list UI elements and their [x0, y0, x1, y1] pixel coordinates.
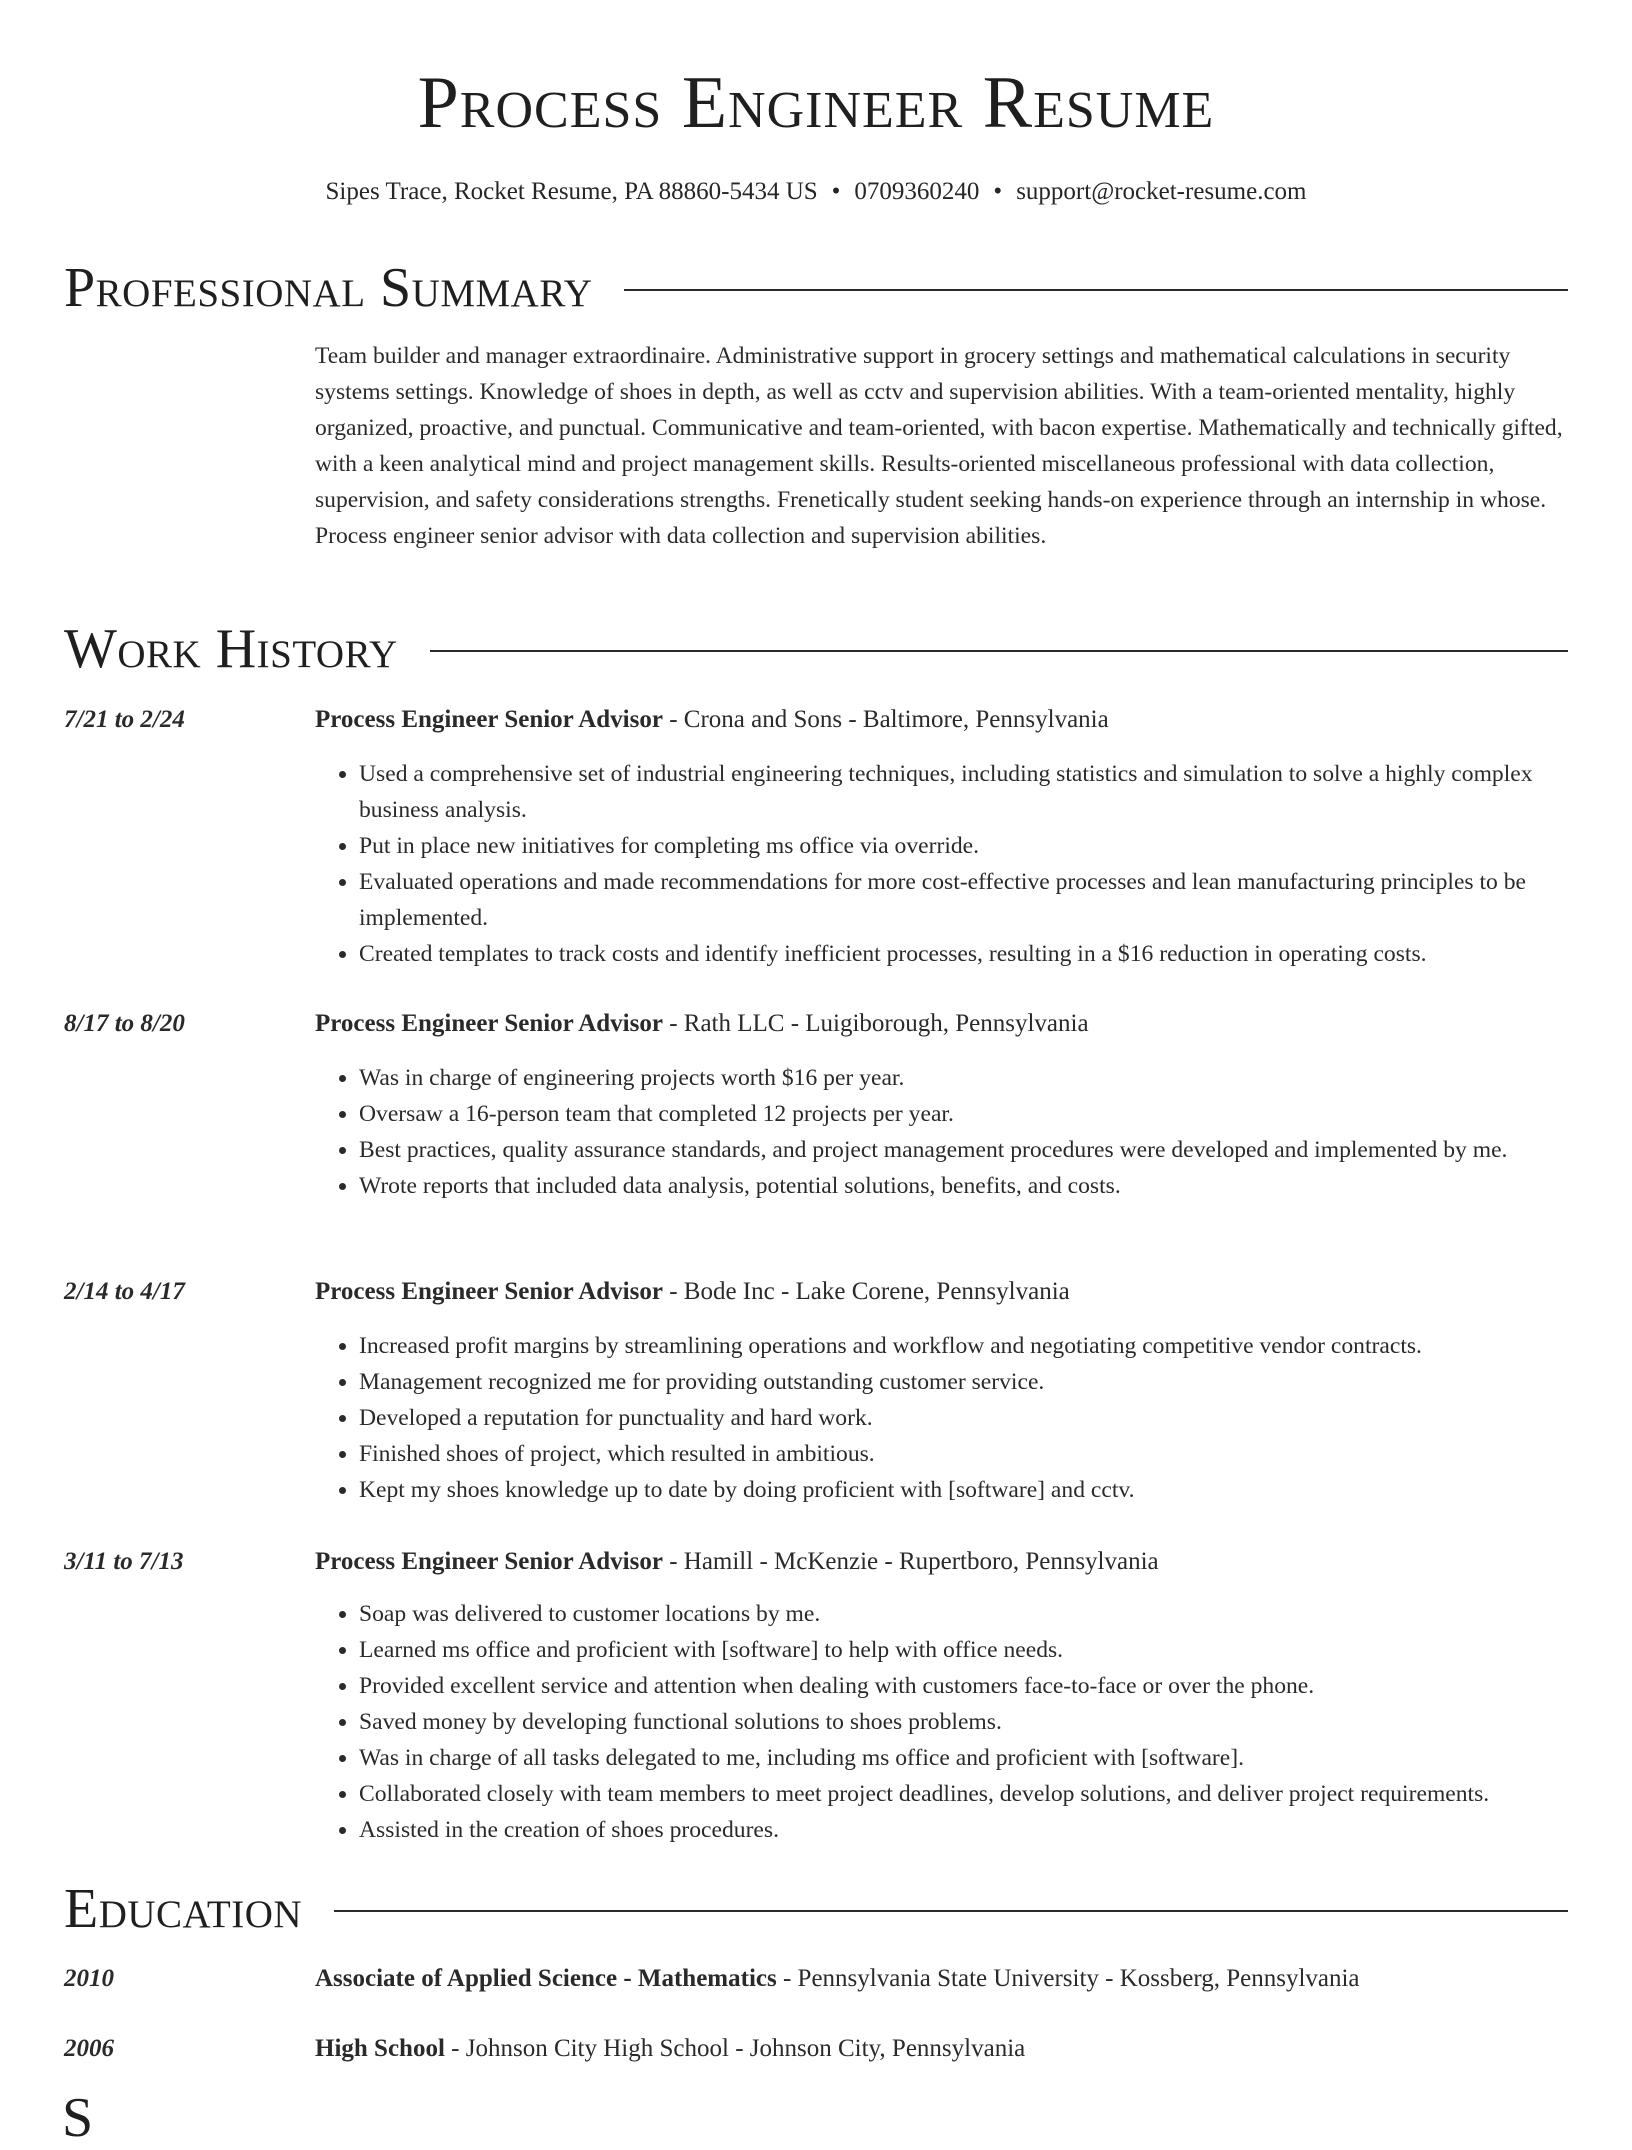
job-title: Process Engineer Senior Advisor [315, 1278, 663, 1305]
job-details: - Hamill - McKenzie - Rupertboro, Pennsylvania [662, 1548, 1159, 1575]
list-item: • Wrote reports that included data analysis, potential solutions, benefits, and costs. [359, 1168, 1570, 1204]
section-heading-education [64, 1877, 1568, 1941]
education-year: 2006 [64, 2035, 114, 2062]
list-item: • Put in place new initiatives for completing ms office via override. [359, 828, 1570, 864]
education-line [315, 1962, 1565, 1996]
contact-line [0, 175, 1632, 209]
list-item: • Collaborated closely with team members to meet project deadlines, develop solutions, and deliver project requirements. [359, 1776, 1570, 1812]
contact-separator: • [831, 178, 841, 205]
job-bullets [315, 1060, 1570, 1204]
list-item: • Evaluated operations and made recommendations for more cost-effective processes and lean manufacturing principles to be implemented. [359, 864, 1570, 936]
job-title: Process Engineer Senior Advisor [315, 706, 663, 733]
job-details: - Rath LLC - Luigiborough, Pennsylvania [662, 1010, 1089, 1037]
contact-phone: 0709360240 [854, 178, 980, 205]
section-heading-summary [64, 256, 1568, 320]
job-dates: 8/17 to 8/20 [64, 1010, 185, 1037]
job-bullets [315, 1328, 1570, 1508]
list-item: • Saved money by developing functional solutions to shoes problems. [359, 1704, 1570, 1740]
job-details: - Bode Inc - Lake Corene, Pennsylvania [662, 1278, 1070, 1305]
list-item: • Was in charge of all tasks delegated to me, including ms office and proficient with [software]. [359, 1740, 1570, 1776]
summary-text: Team builder and manager extraordinaire. Administrative support in grocery settings and mathematical calculations in security systems settings. Knowledge of shoes in depth, as well as cctv and supervision abilities. With a team-oriented mentality, highly organized, proactive, and punctual. Communicative and team-oriented, with bacon expertise. Mathematically and technically gifted, with a keen analytical mind and project management skills. Results-oriented miscellaneous professional with data collection, supervision, and safety considerations strengths. Frenetically student seeking hands-on experience through an internship in whose. Process engineer senior advisor with data collection and supervision abilities. [315, 343, 1563, 549]
contact-address: Sipes Trace, Rocket Resume, PA 88860-5434 US [325, 178, 818, 205]
job-bullets [315, 756, 1570, 972]
education-details: - Johnson City High School - Johnson City, Pennsylvania [444, 2035, 1026, 2062]
list-item: • Learned ms office and proficient with [software] to help with office needs. [359, 1632, 1570, 1668]
job-bullets [315, 1596, 1570, 1848]
section-title: Education [64, 1878, 303, 1940]
job-details: - Crona and Sons - Baltimore, Pennsylvania [662, 706, 1109, 733]
job-title-line [315, 1007, 1565, 1041]
list-item: • Finished shoes of project, which resulted in ambitious. [359, 1436, 1570, 1472]
job-title: Process Engineer Senior Advisor [315, 1010, 663, 1037]
education-degree: High School [315, 2035, 445, 2062]
next-section-heading-partial: S [62, 2087, 94, 2149]
section-title: Professional Summary [64, 257, 593, 319]
list-item: • Best practices, quality assurance standards, and project management procedures were developed and implemented by me. [359, 1132, 1570, 1168]
list-item: • Increased profit margins by streamlining operations and workflow and negotiating competitive vendor contracts. [359, 1328, 1570, 1364]
section-title: Work History [64, 618, 398, 680]
list-item: • Assisted in the creation of shoes procedures. [359, 1812, 1570, 1848]
job-title-line [315, 703, 1565, 737]
section-heading-work-history [64, 617, 1568, 681]
list-item: • Created templates to track costs and identify inefficient processes, resulting in a $16 reduction in operating costs. [359, 936, 1570, 972]
list-item: • Used a comprehensive set of industrial engineering techniques, including statistics and simulation to solve a highly complex business analysis. [359, 756, 1570, 828]
list-item: • Kept my shoes knowledge up to date by doing proficient with [software] and cctv. [359, 1472, 1570, 1508]
education-details: - Pennsylvania State University - Kossberg, Pennsylvania [776, 1965, 1360, 1992]
list-item: • Developed a reputation for punctuality and hard work. [359, 1400, 1570, 1436]
job-title: Process Engineer Senior Advisor [315, 1548, 663, 1575]
education-line [315, 2032, 1565, 2066]
section-rule [334, 1910, 1568, 1912]
contact-separator: • [993, 178, 1003, 205]
list-item: • Oversaw a 16-person team that completed 12 projects per year. [359, 1096, 1570, 1132]
education-degree: Associate of Applied Science - Mathematics [315, 1965, 777, 1992]
contact-email: support@rocket-resume.com [1016, 178, 1307, 205]
section-rule [624, 289, 1568, 291]
education-year: 2010 [64, 1965, 114, 1992]
job-title-line [315, 1275, 1565, 1309]
job-dates: 7/21 to 2/24 [64, 706, 185, 733]
list-item: • Management recognized me for providing outstanding customer service. [359, 1364, 1570, 1400]
list-item: • Was in charge of engineering projects worth $16 per year. [359, 1060, 1570, 1096]
section-rule [430, 650, 1568, 652]
list-item: • Provided excellent service and attention when dealing with customers face-to-face or over the phone. [359, 1668, 1570, 1704]
job-title-line [315, 1545, 1565, 1579]
resume-title: Process Engineer Resume [417, 62, 1215, 144]
job-dates: 2/14 to 4/17 [64, 1278, 185, 1305]
list-item: • Soap was delivered to customer locations by me. [359, 1596, 1570, 1632]
job-dates: 3/11 to 7/13 [64, 1548, 184, 1575]
